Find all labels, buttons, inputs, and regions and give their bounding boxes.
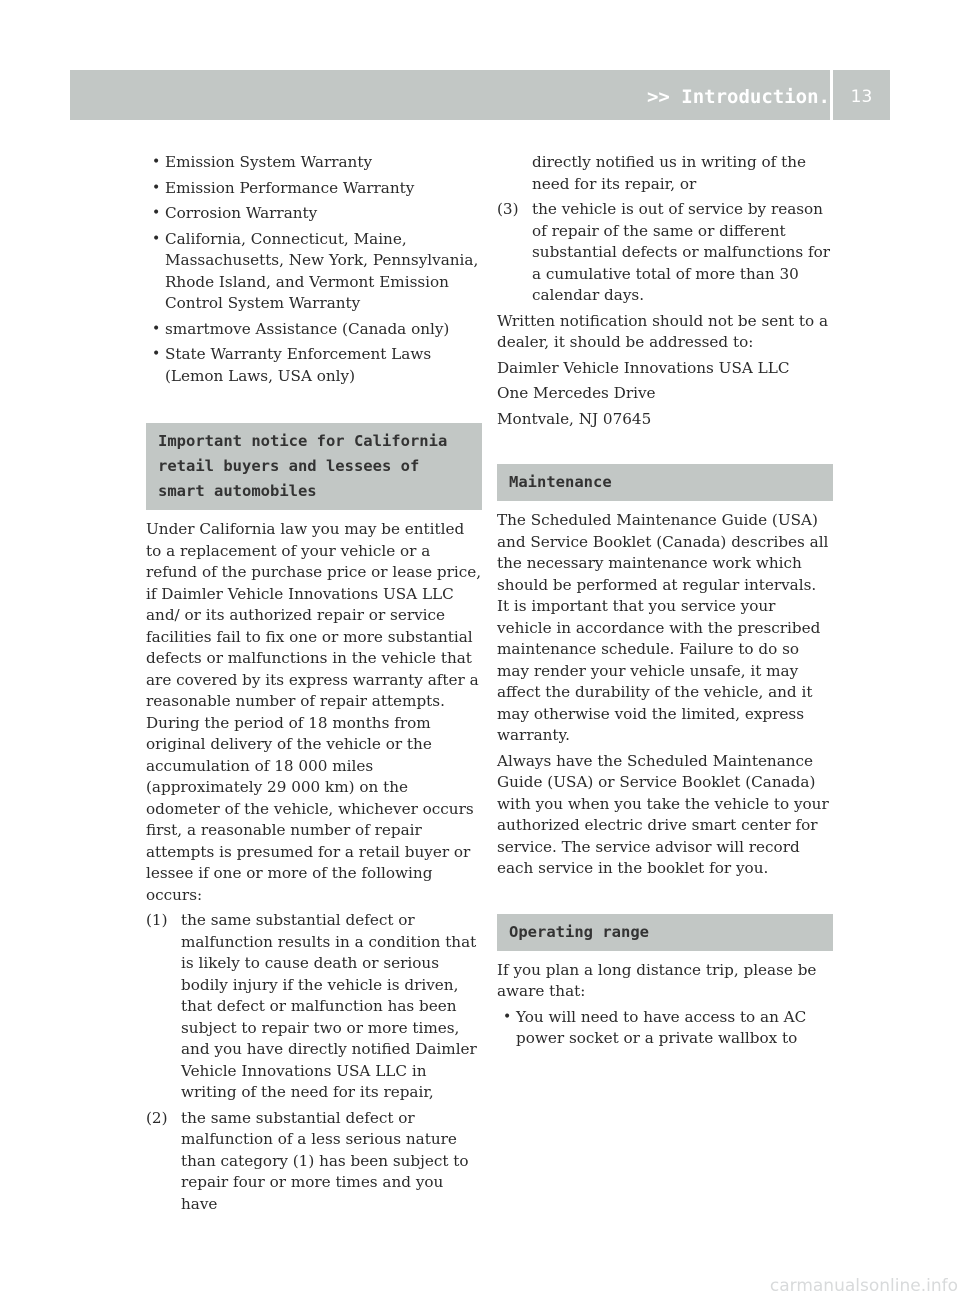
numbered-item-continuation: directly notified us in writing of the need for its repair, or	[532, 153, 806, 193]
section-heading-operating-range: Operating range	[497, 914, 833, 951]
section-heading-california: Important notice for California retail buyers and lessees of smart automobiles	[146, 423, 482, 510]
numbered-item: (3) the vehicle is out of service by reason of repair of the same or different substantial defects or malfunctions for a cumulative total of more than 30 calendar days.	[497, 200, 831, 304]
page-number: 13	[850, 87, 873, 107]
california-paragraph: Under California law you may be entitled to a replacement of your vehicle or a refund of the purchase price or lease price, if Daimler Vehicle Innovations USA LLC and/ or its authorized repair or service facilities fail to fix one or more substantial defects or malfunctions in the vehicle that are covered by its express warranty after a reasonable number of repair attempts. During the period of 18 months from original delivery of the vehicle or the accumulation of 18 000 miles (approximately 29 000 km) on the odometer of the vehicle, whichever occurs first, a reasonable number of repair attempts is presumed for a retail buyer or lessee if one or more of the following occurs:	[146, 520, 482, 904]
notification-paragraph: Written notification should not be sent to a dealer, it should be addressed to:	[497, 311, 829, 351]
watermark: carmanualsonline.info	[769, 1276, 958, 1296]
list-item: • Emission System Warranty	[146, 152, 482, 174]
list-item: • State Warranty Enforcement Laws (Lemon Laws, USA only)	[152, 345, 432, 385]
list-item: • You will need to have access to an AC power socket or a private wallbox to	[503, 1007, 807, 1047]
bullet-icon: •	[152, 346, 161, 362]
bullet-icon: •	[152, 205, 161, 221]
left-column	[146, 152, 482, 1219]
list-item: • Corrosion Warranty	[146, 203, 482, 225]
address-line: Daimler Vehicle Innovations USA LLC	[497, 358, 790, 377]
right-column	[497, 152, 833, 1054]
address-line: One Mercedes Drive	[497, 384, 656, 402]
section-breadcrumb: >> Introduction.	[646, 86, 830, 108]
numbered-item: (1) the same substantial defect or malfunction results in a condition that is likely to cause death or serious bodily injury if the vehicle is driven, that defect or malfunction has been subject to repair two or more times, and you have directly notified Daimler Vehicle Innovations USA LLC in writing of the need for its repair,	[146, 911, 477, 1101]
list-item: • smartmove Assistance (Canada only)	[146, 319, 482, 341]
bullet-icon: •	[503, 1008, 512, 1025]
bullet-icon: •	[152, 179, 161, 196]
bullet-icon: •	[152, 320, 161, 337]
bullet-icon: •	[152, 154, 161, 170]
list-item: • Emission Performance Warranty	[146, 178, 482, 200]
section-heading-maintenance: Maintenance	[497, 464, 833, 501]
address-line: Montvale, NJ 07645	[497, 409, 652, 428]
header-bar	[70, 70, 890, 120]
bullet-icon: •	[152, 230, 161, 247]
maintenance-paragraph: The Scheduled Maintenance Guide (USA) and Service Booklet (Canada) describes all the necessary maintenance work which should be performed at regular intervals. It is important that you service your vehicle in accordance with the prescribed maintenance schedule. Failure to do so may render your vehicle unsafe, it may affect the durability of the vehicle, and it may otherwise void the limited, express warranty.	[497, 511, 829, 744]
maintenance-paragraph: Always have the Scheduled Maintenance Guide (USA) or Service Booklet (Canada) with you when you take the vehicle to your authorized electric drive smart center for service. The service advisor will record each service in the booklet for you.	[497, 751, 829, 877]
operating-range-paragraph: If you plan a long distance trip, please be aware that:	[497, 960, 817, 1000]
list-item: • California, Connecticut, Maine, Massachusetts, New York, Pennsylvania, Rhode Island, and Vermont Emission Control System Warranty	[152, 229, 479, 312]
numbered-item: (2) the same substantial defect or malfunction of a less serious nature than category (1) has been subject to repair four or more times and you have	[146, 1108, 469, 1213]
